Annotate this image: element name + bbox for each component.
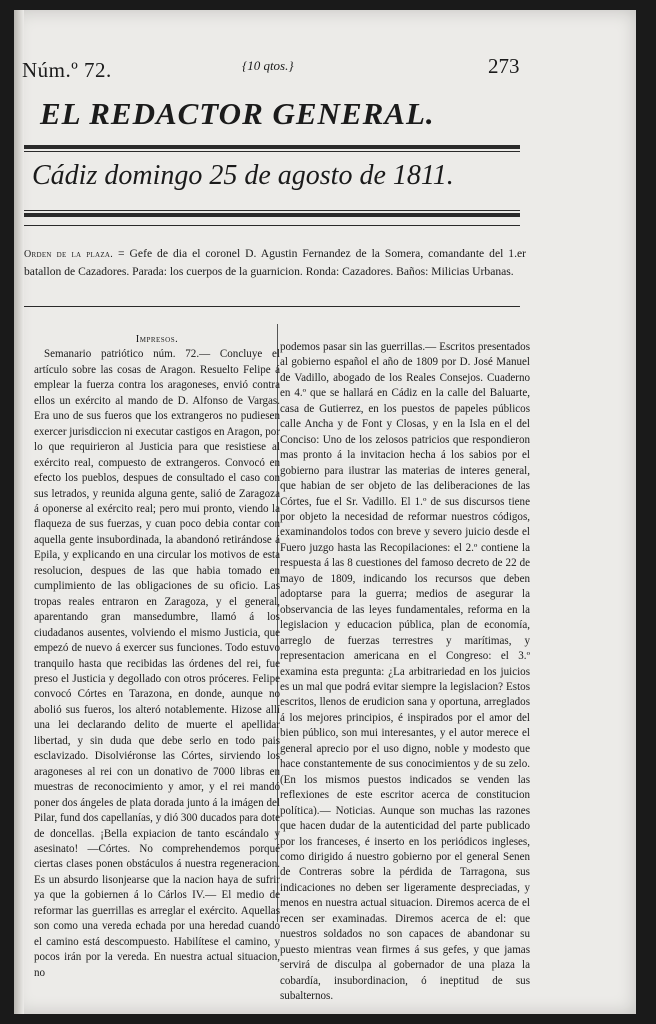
page-number: 273	[488, 54, 520, 78]
rule-top-thin	[24, 151, 520, 152]
rule-mid-thick	[24, 213, 520, 217]
masthead-title: EL REDACTOR GENERAL.	[40, 96, 435, 131]
rule-mid-thin	[24, 210, 520, 211]
issue-number: Núm.º 72.	[22, 58, 112, 82]
newspaper-page	[14, 10, 636, 1014]
dateline: Cádiz domingo 25 de agosto de 1811.	[32, 160, 454, 191]
left-column	[34, 332, 280, 981]
right-column-text: podemos pasar sin las guerrillas.— Escritos presentados al gobierno español el año de 1809 por D. José Manuel de Vadillo, abogado de los Reales Consejos. Cuaderno en 4.º que se hallará en Cádiz en la calle del Baluarte, casa de Gutierrez, en los puestos de papeles públicos calle Ancha y de Font y Closas, y en la Isla en el del Conciso: Uno de los zelosos patricios que respondieron mas pronto á la invitacion hecha á los sabios por el gobierno para ilustrar las materias de interes general, que habian de ser objeto de las deliberaciones de las Córtes, fue el Sr. Vadillo. El 1.º de sus discursos tiene por objeto la necesidad de reformar nuestros códigos, examinandolos todos con breve y severo juicio desde el Fuero juzgo hasta las Recopilaciones: el 2.º contiene la respuesta á las 8 cuestiones del famoso decreto de 22 de mayo de 1809, indicando los recursos que deben adoptarse para la guerra; medios de asegurar la observancia de las leyes fundamentales, reforma en la legislacion y educacion pública, plan de economía, arreglo de fuerzas terrestres y marítimas, y representacion americana en el Congreso: el 3.º examina esta pregunta: ¿La arbitrariedad en los juicios es un mal que podrá evitar siempre la legislacion? Estos escritos, llenos de erudicion sana y oportuna, arreglados á los mejores principios, é inspirados por el amor del bien público, son mui interesantes, y el autor merece el general aprecio por el uso digno, noble y modesto que hace constantemente de sus conocimientos y de su zelo. (En los mismos puestos indicados se venden las reflexiones de este escritor acerca de constitucion política).— Noticias. Aunque son muchas las razones que hacen dudar de la autenticidad del parte publicado por los franceses, é inserto en los periódicos ingleses, como dirigido á nuestro gobierno por el general Senen de Contreras sobre la pérdida de Tarragona, sus indicaciones no deben ser ligeramente despreciadas, y menos en nuestra actual situacion. Diremos acerca de el recen ser examinadas. Diremos acerca de el: que nuestros soldados no son capaces de abandonar su puesto mientras vean firmes á sus gefes, y que jamas servirá de disculpa al gobernador de una plaza la cobardía, insubordinacion, ó ineptitud de sus subalternos.	[280, 341, 530, 1003]
section-heading-impresos: Impresos.	[135, 334, 179, 345]
right-column	[280, 340, 530, 1004]
rule-top-thick	[24, 145, 520, 149]
page-binding-shadow	[14, 10, 24, 1014]
rule-section	[24, 306, 520, 307]
orden-de-la-plaza	[24, 245, 526, 280]
orden-label: Orden de la plaza.	[24, 249, 114, 260]
rule-mid-thin-lower	[24, 225, 520, 226]
orden-text: = Gefe de dia el coronel D. Agustin Fernandez de la Somera, comandante del 1.er batallon de Cazadores. Parada: los cuerpos de la guarnicion. Ronda: Cazadores. Baños: Milicias Urbanas.	[24, 247, 526, 278]
left-column-text: Semanario patriótico núm. 72.— Concluye el artículo sobre las cosas de Aragon. Resuelto Felipe á emplear la fuerza contra los aragoneses, envió contra ellos un exército al mando de D. Alfonso de Vargas. Era uno de sus fueros que los extrangeros no pudiesen exercer jurisdiccion ni executar castigos en Aragon, por lo que requirieron al Justicia para que resistiese al exército real, compuesto de extrangeros. Convocó en efecto los pueblos, despues de consultado el caso con sus letrados, y reunida alguna gente, salió de Zaragoza á oponerse al exército real; pero mui pronto, viendo la flaqueza de sus fuerzas, y cuan poco debia contar con aquella gente insubordinada, la abandonó retirándose á Epila, y explicando en una circular los motivos de esta resolucion, despues de las que habia tomado en cumplimiento de las obligaciones de su oficio. Las tropas reales entraron en Zaragoza, y el general, aparentando gran mansedumbre, llamó á los ciudadanos ausentes, volviendo el mismo Justicia, que empezó de nuevo á exercer sus funciones. Todo estuvo tranquilo hasta que recibidas las órdenes del rei, fue preso el Justicia y degollado con otros próceres. Felipe convocó Córtes en Tarazona, en donde, aunque no abolió sus fueros, los alteró notablemente. Hizose allí una lei declarando delito de muerte el apellidar libertad, y sin duda que debe serlo en todo pais esclavizado. Disolviéronse las Córtes, sirviendo los aragoneses al rei con un donativo de 7000 libras en muestras de reconocimiento y amor, y el rei mandó poner dos ángeles de plata dorada junto á la imágen del Pilar, fund dos capellanías, y dió 300 ducados para dote de doncellas. ¡Bella expiacion de tanto escándalo y asesinato! —Córtes. No comprehendemos porqué ciertas clases ponen obstáculos á nuestra regeneracion. Es un absurdo lisonjearse que la nacion haya de sufrir ya que la gobiernen á lo Cárlos IV.— El medio de reformar las guerrillas es arreglar el exército. Aquellas son como una vereda echada por una heredad cuando el camino está descompuesto. Habilítese el camino, y pocos irán por la vereda. En nuestra actual situacion, no	[34, 348, 281, 979]
format-note: {10 qtos.}	[242, 58, 294, 73]
